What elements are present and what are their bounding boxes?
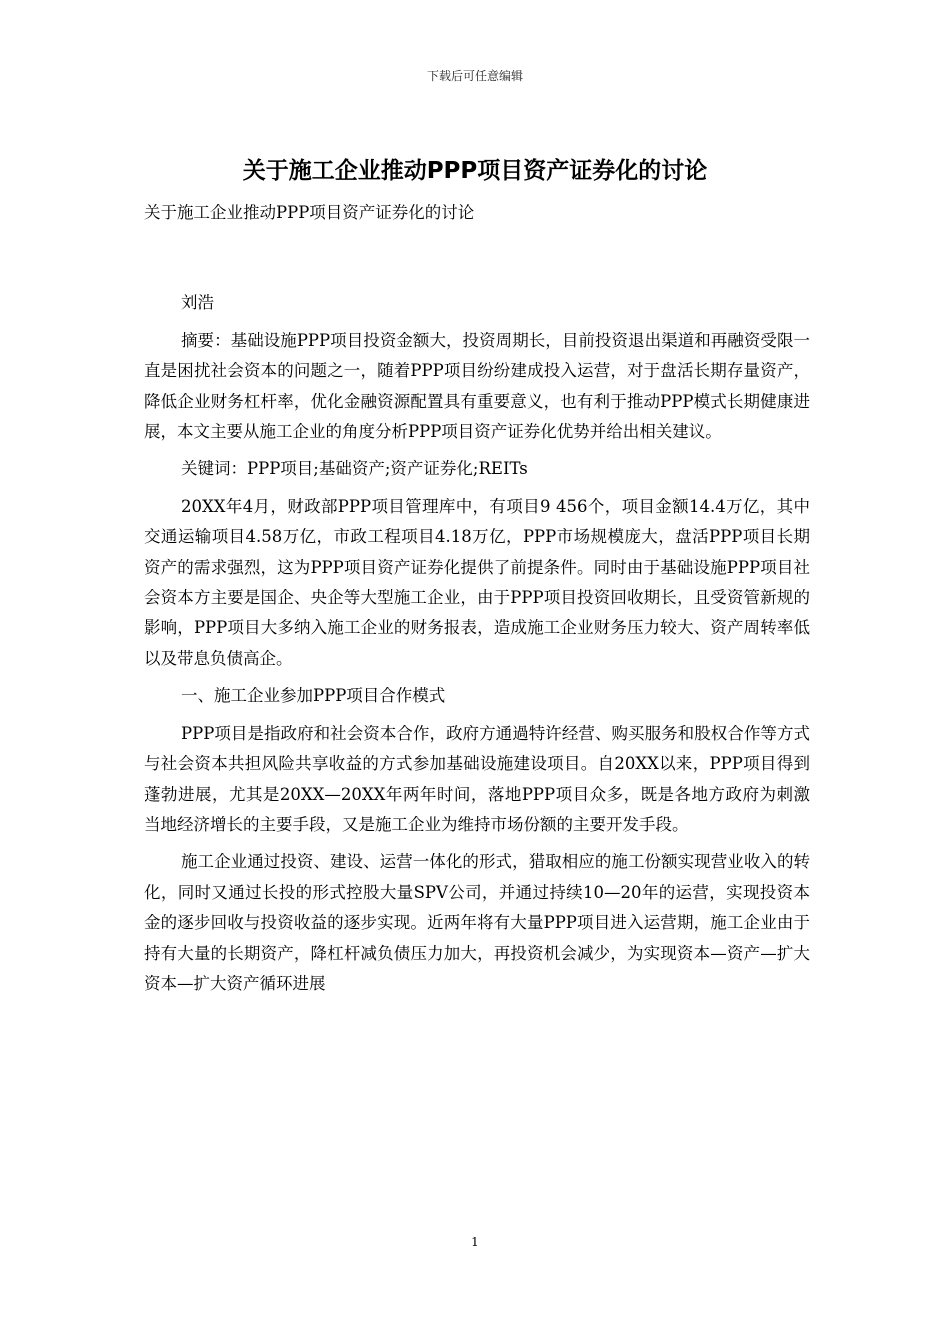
spacer [144,228,810,288]
document-body [144,198,810,999]
keywords-line: 关键词：PPP项目;基础资产;资产证券化;REITs [181,459,528,479]
body-paragraph-2: PPP项目是指政府和社会资本合作，政府方通過特许经营、购买服务和股权合作等方式与社会资本共担风险共享收益的方式参加基础设施建设项目。自20XX以来，PPP项目得到蓬勃进展，尤其是20XX—20XX年两年时间，落地PPP项目众多，既是各地方政府为刺激当地经济增长的主要手段，又是施工企业为维持市场份额的主要开发手段。 [144,723,810,834]
document-title: 关于施工企业推动PPP项目资产证券化的讨论 [242,158,708,184]
section-heading-1: 一、施工企业参加PPP项目合作模式 [181,686,446,706]
header-note: 下载后可任意编辑 [426,69,523,83]
document-subtitle: 关于施工企业推动PPP项目资产证券化的讨论 [144,203,475,222]
body-paragraph-1: 20XX年4月，财政部PPP项目管理库中，有项目9 456个，项目金额14.4万亿，其中交通运输项目4.58万亿，市政工程项目4.18万亿，PPP市场规模庞大，盘活PPP项目长期资产的需求强烈，这为PPP项目资产证券化提供了前提条件。同时由于基础设施PPP项目社会资本方主要是国企、央企等大型施工企业，由于PPP项目投资回收期长，且受资管新规的影响，PPP项目大多纳入施工企业的财务报表，造成施工企业财务压力较大、资产周转率低以及带息负债高企。 [144,496,810,668]
page-number: 1 [471,1235,479,1249]
author-name: 刘浩 [181,293,214,313]
abstract-paragraph: 摘要：基础设施PPP项目投资金额大，投资周期长，目前投资退出渠道和再融资受限一直是困扰社会资本的问题之一，随着PPP项目纷纷建成投入运营，对于盘活长期存量资产，降低企业财务杠杆率，优化金融资源配置具有重要意义，也有利于推动PPP模式长期健康进展，本文主要从施工企业的角度分析PPP项目资产证券化优势并给出相关建议。 [144,330,810,442]
body-paragraph-3: 施工企业通过投资、建设、运营一体化的形式，猎取相应的施工份额实现营业收入的转化，同时又通过长投的形式控股大量SPV公司，并通过持续10—20年的运营，实现投资本金的逐步回收与投资收益的逐步实现。近两年将有大量PPP项目进入运营期，施工企业由于持有大量的长期资产，降杠杆减负债压力加大，再投资机会减少，为实现资本—资产—扩大资本—扩大资产循环进展 [144,852,810,993]
